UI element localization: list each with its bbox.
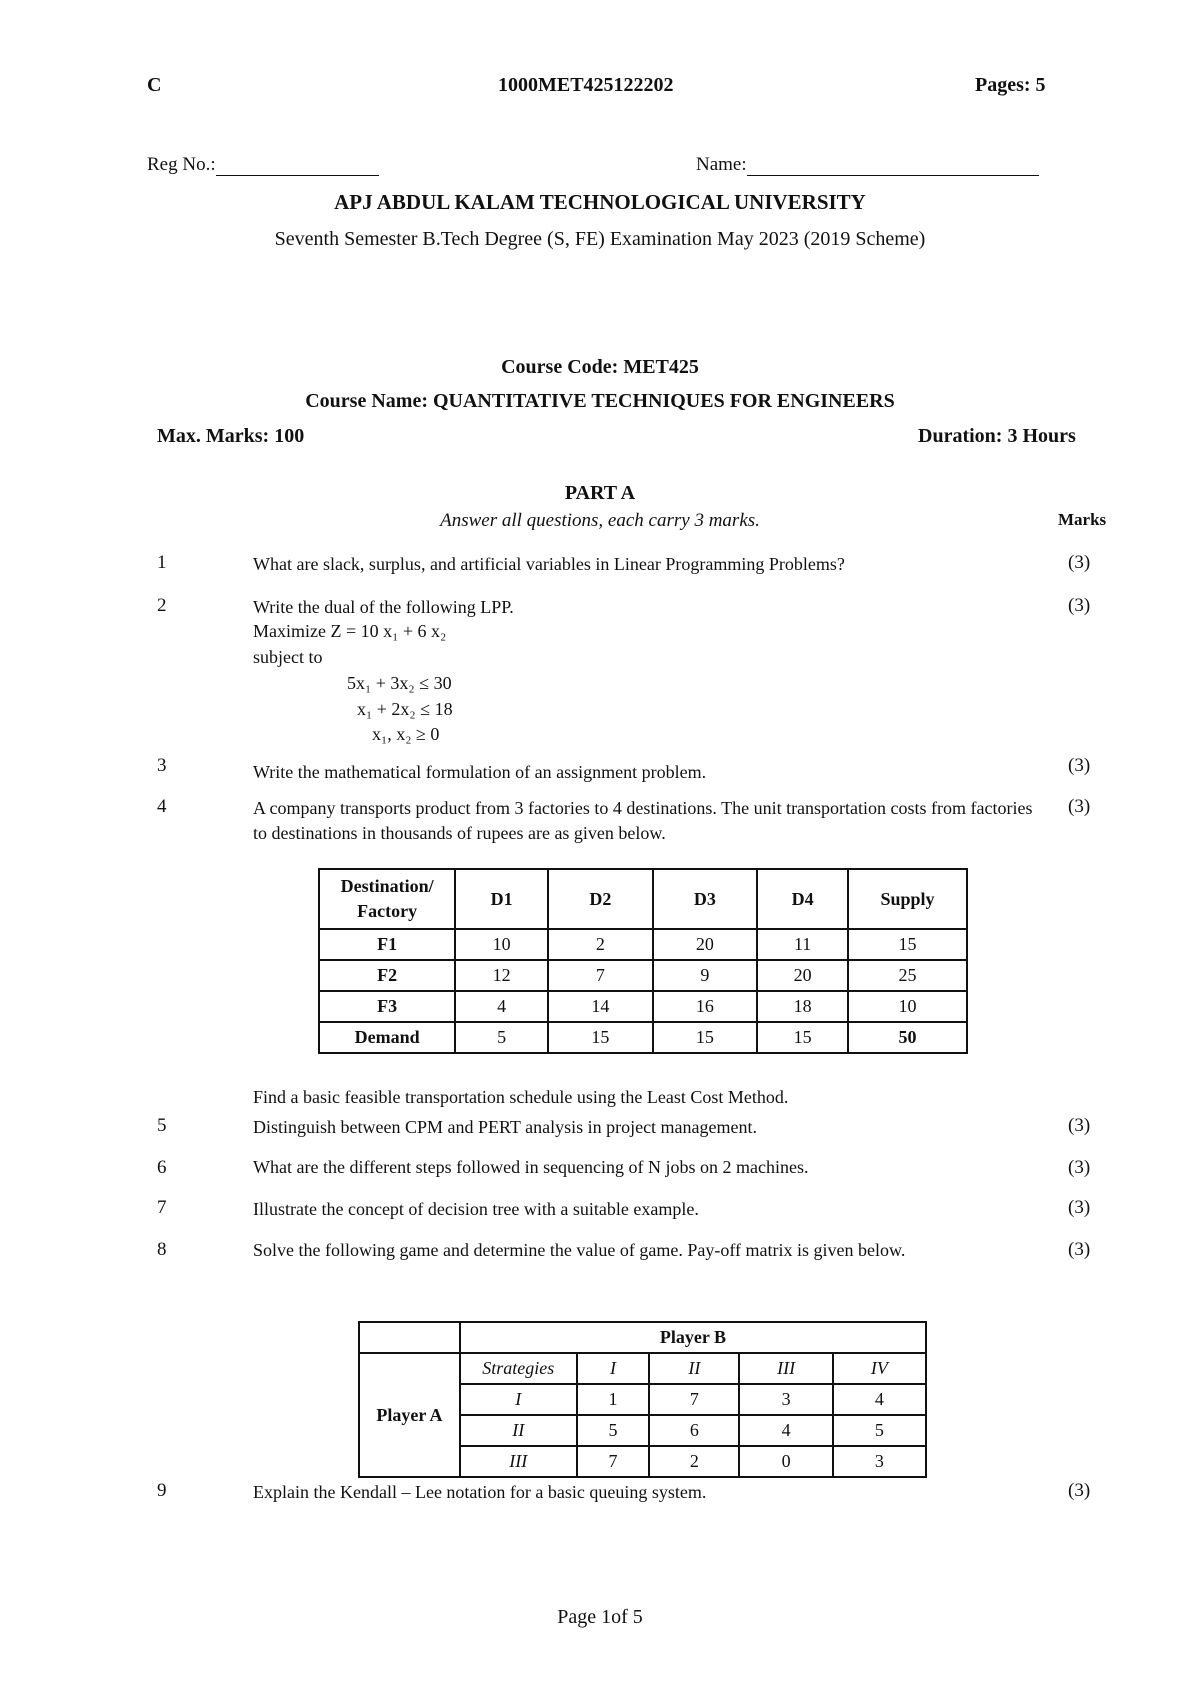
table-cell: 5 <box>577 1415 650 1446</box>
column-header: IV <box>833 1353 926 1384</box>
question-9-number: 9 <box>157 1480 167 1501</box>
table-row <box>319 960 967 991</box>
reg-no-label: Reg No.: <box>147 154 216 175</box>
table-cell: 3 <box>833 1446 926 1477</box>
player-b-row <box>359 1322 926 1353</box>
row-label: Demand <box>319 1022 455 1053</box>
row-label: I <box>460 1384 577 1415</box>
table-cell: 2 <box>548 929 653 960</box>
table-cell: 15 <box>848 929 967 960</box>
row-label: F1 <box>319 929 455 960</box>
header-cell: D3 <box>653 869 758 929</box>
row-label: F2 <box>319 960 455 991</box>
course-name: Course Name: QUANTITATIVE TECHNIQUES FOR ENGINEERS <box>305 390 895 412</box>
lpp-constraint-1: 5x₁ + 3x₂ ≤ 30 <box>347 673 452 693</box>
question-7-marks: (3) <box>1068 1197 1091 1218</box>
reg-no-line <box>216 155 379 176</box>
question-3-marks: (3) <box>1068 755 1091 776</box>
header-cell: Destination/ Factory <box>319 869 455 929</box>
question-5-number: 5 <box>157 1115 167 1136</box>
lpp-subject-to: subject to <box>253 647 323 667</box>
player-b-label: Player B <box>460 1322 926 1353</box>
question-6-number: 6 <box>157 1157 167 1178</box>
question-7-text: Illustrate the concept of decision tree with a suitable example. <box>253 1199 699 1219</box>
table-cell: 5 <box>455 1022 548 1053</box>
transportation-table <box>318 868 968 1054</box>
player-a-label: Player A <box>359 1353 460 1477</box>
table-cell: 4 <box>739 1415 832 1446</box>
table-cell: 10 <box>848 991 967 1022</box>
empty-corner-cell <box>359 1322 460 1353</box>
question-3-number: 3 <box>157 755 167 776</box>
table-cell: 0 <box>739 1446 832 1477</box>
table-cell: 10 <box>455 929 548 960</box>
table-cell: 15 <box>653 1022 758 1053</box>
question-8-marks: (3) <box>1068 1239 1091 1260</box>
table-cell: 4 <box>833 1384 926 1415</box>
university-name: APJ ABDUL KALAM TECHNOLOGICAL UNIVERSITY <box>334 190 866 214</box>
table-cell: 2 <box>649 1446 739 1477</box>
lpp-constraint-2: x₁ + 2x₂ ≤ 18 <box>357 699 453 719</box>
table-cell: 20 <box>757 960 848 991</box>
table-row <box>319 1022 967 1053</box>
header-cell: Supply <box>848 869 967 929</box>
row-label: III <box>460 1446 577 1477</box>
table-cell: 3 <box>739 1384 832 1415</box>
max-marks: Max. Marks: 100 <box>157 425 305 447</box>
table-cell: 20 <box>653 929 758 960</box>
table-cell: 14 <box>548 991 653 1022</box>
question-8-text: Solve the following game and determine the value of game. Pay-off matrix is given below. <box>253 1240 906 1260</box>
name-field <box>696 154 1039 176</box>
table-header-row <box>319 869 967 929</box>
column-header: I <box>577 1353 650 1384</box>
lpp-nonnegativity: x₁, x₂ ≥ 0 <box>372 724 440 744</box>
table-row <box>319 991 967 1022</box>
column-header: III <box>739 1353 832 1384</box>
question-6-text: What are the different steps followed in sequencing of N jobs on 2 machines. <box>253 1157 809 1177</box>
course-code: Course Code: MET425 <box>501 356 699 378</box>
series-code: C <box>147 74 162 96</box>
question-9-text: Explain the Kendall – Lee notation for a basic queuing system. <box>253 1482 707 1502</box>
name-label: Name: <box>696 154 747 175</box>
question-1-number: 1 <box>157 552 167 573</box>
part-instruction: Answer all questions, each carry 3 marks. <box>440 510 760 531</box>
table-cell: 15 <box>548 1022 653 1053</box>
table-cell: 9 <box>653 960 758 991</box>
exam-title: Seventh Semester B.Tech Degree (S, FE) Examination May 2023 (2019 Scheme) <box>274 228 926 250</box>
marks-column-label: Marks <box>1058 510 1107 529</box>
strategies-label: Strategies <box>460 1353 577 1384</box>
header-cell: D2 <box>548 869 653 929</box>
lpp-objective: Maximize Z = 10 x₁ + 6 x₂ <box>253 621 447 641</box>
question-8-number: 8 <box>157 1239 167 1260</box>
question-2-marks: (3) <box>1068 595 1091 616</box>
table-cell: 15 <box>757 1022 848 1053</box>
question-2-text: Write the dual of the following LPP. <box>253 597 514 617</box>
question-4-number: 4 <box>157 796 167 817</box>
table-cell: 5 <box>833 1415 926 1446</box>
table-cell: 50 <box>848 1022 967 1053</box>
question-5-text: Distinguish between CPM and PERT analysis in project management. <box>253 1117 758 1137</box>
table-cell: 16 <box>653 991 758 1022</box>
row-label: F3 <box>319 991 455 1022</box>
table-cell: 25 <box>848 960 967 991</box>
duration: Duration: 3 Hours <box>918 425 1076 447</box>
part-title: PART A <box>564 482 636 504</box>
header-cell: D4 <box>757 869 848 929</box>
table-cell: 4 <box>455 991 548 1022</box>
strategies-row <box>359 1353 926 1384</box>
page-count: Pages: 5 <box>975 74 1046 96</box>
question-3-text: Write the mathematical formulation of an assignment problem. <box>253 762 707 782</box>
column-header: II <box>649 1353 739 1384</box>
question-6-marks: (3) <box>1068 1157 1091 1178</box>
table-cell: 12 <box>455 960 548 991</box>
question-4-followup: Find a basic feasible transportation schedule using the Least Cost Method. <box>253 1087 789 1107</box>
question-1-marks: (3) <box>1068 552 1091 573</box>
paper-code: 1000MET425122202 <box>498 74 674 96</box>
question-2-number: 2 <box>157 595 167 616</box>
table-row <box>319 929 967 960</box>
table-cell: 6 <box>649 1415 739 1446</box>
question-4-marks: (3) <box>1068 796 1091 817</box>
row-label: II <box>460 1415 577 1446</box>
table-cell: 11 <box>757 929 848 960</box>
question-9-marks: (3) <box>1068 1480 1091 1501</box>
reg-no-field <box>147 154 379 176</box>
name-line <box>747 155 1039 176</box>
table-cell: 1 <box>577 1384 650 1415</box>
page-footer: Page 1of 5 <box>557 1606 643 1628</box>
payoff-matrix-table <box>358 1321 927 1478</box>
table-cell: 7 <box>548 960 653 991</box>
question-4-text: A company transports product from 3 factories to 4 destinations. The unit transportation costs from factories to destinations in thousands of rupees are as given below. <box>253 798 1033 843</box>
table-cell: 7 <box>649 1384 739 1415</box>
question-7-number: 7 <box>157 1197 167 1218</box>
question-5-marks: (3) <box>1068 1115 1091 1136</box>
question-1-text: What are slack, surplus, and artificial variables in Linear Programming Problems? <box>253 554 845 574</box>
header-cell: D1 <box>455 869 548 929</box>
table-cell: 7 <box>577 1446 650 1477</box>
table-cell: 18 <box>757 991 848 1022</box>
